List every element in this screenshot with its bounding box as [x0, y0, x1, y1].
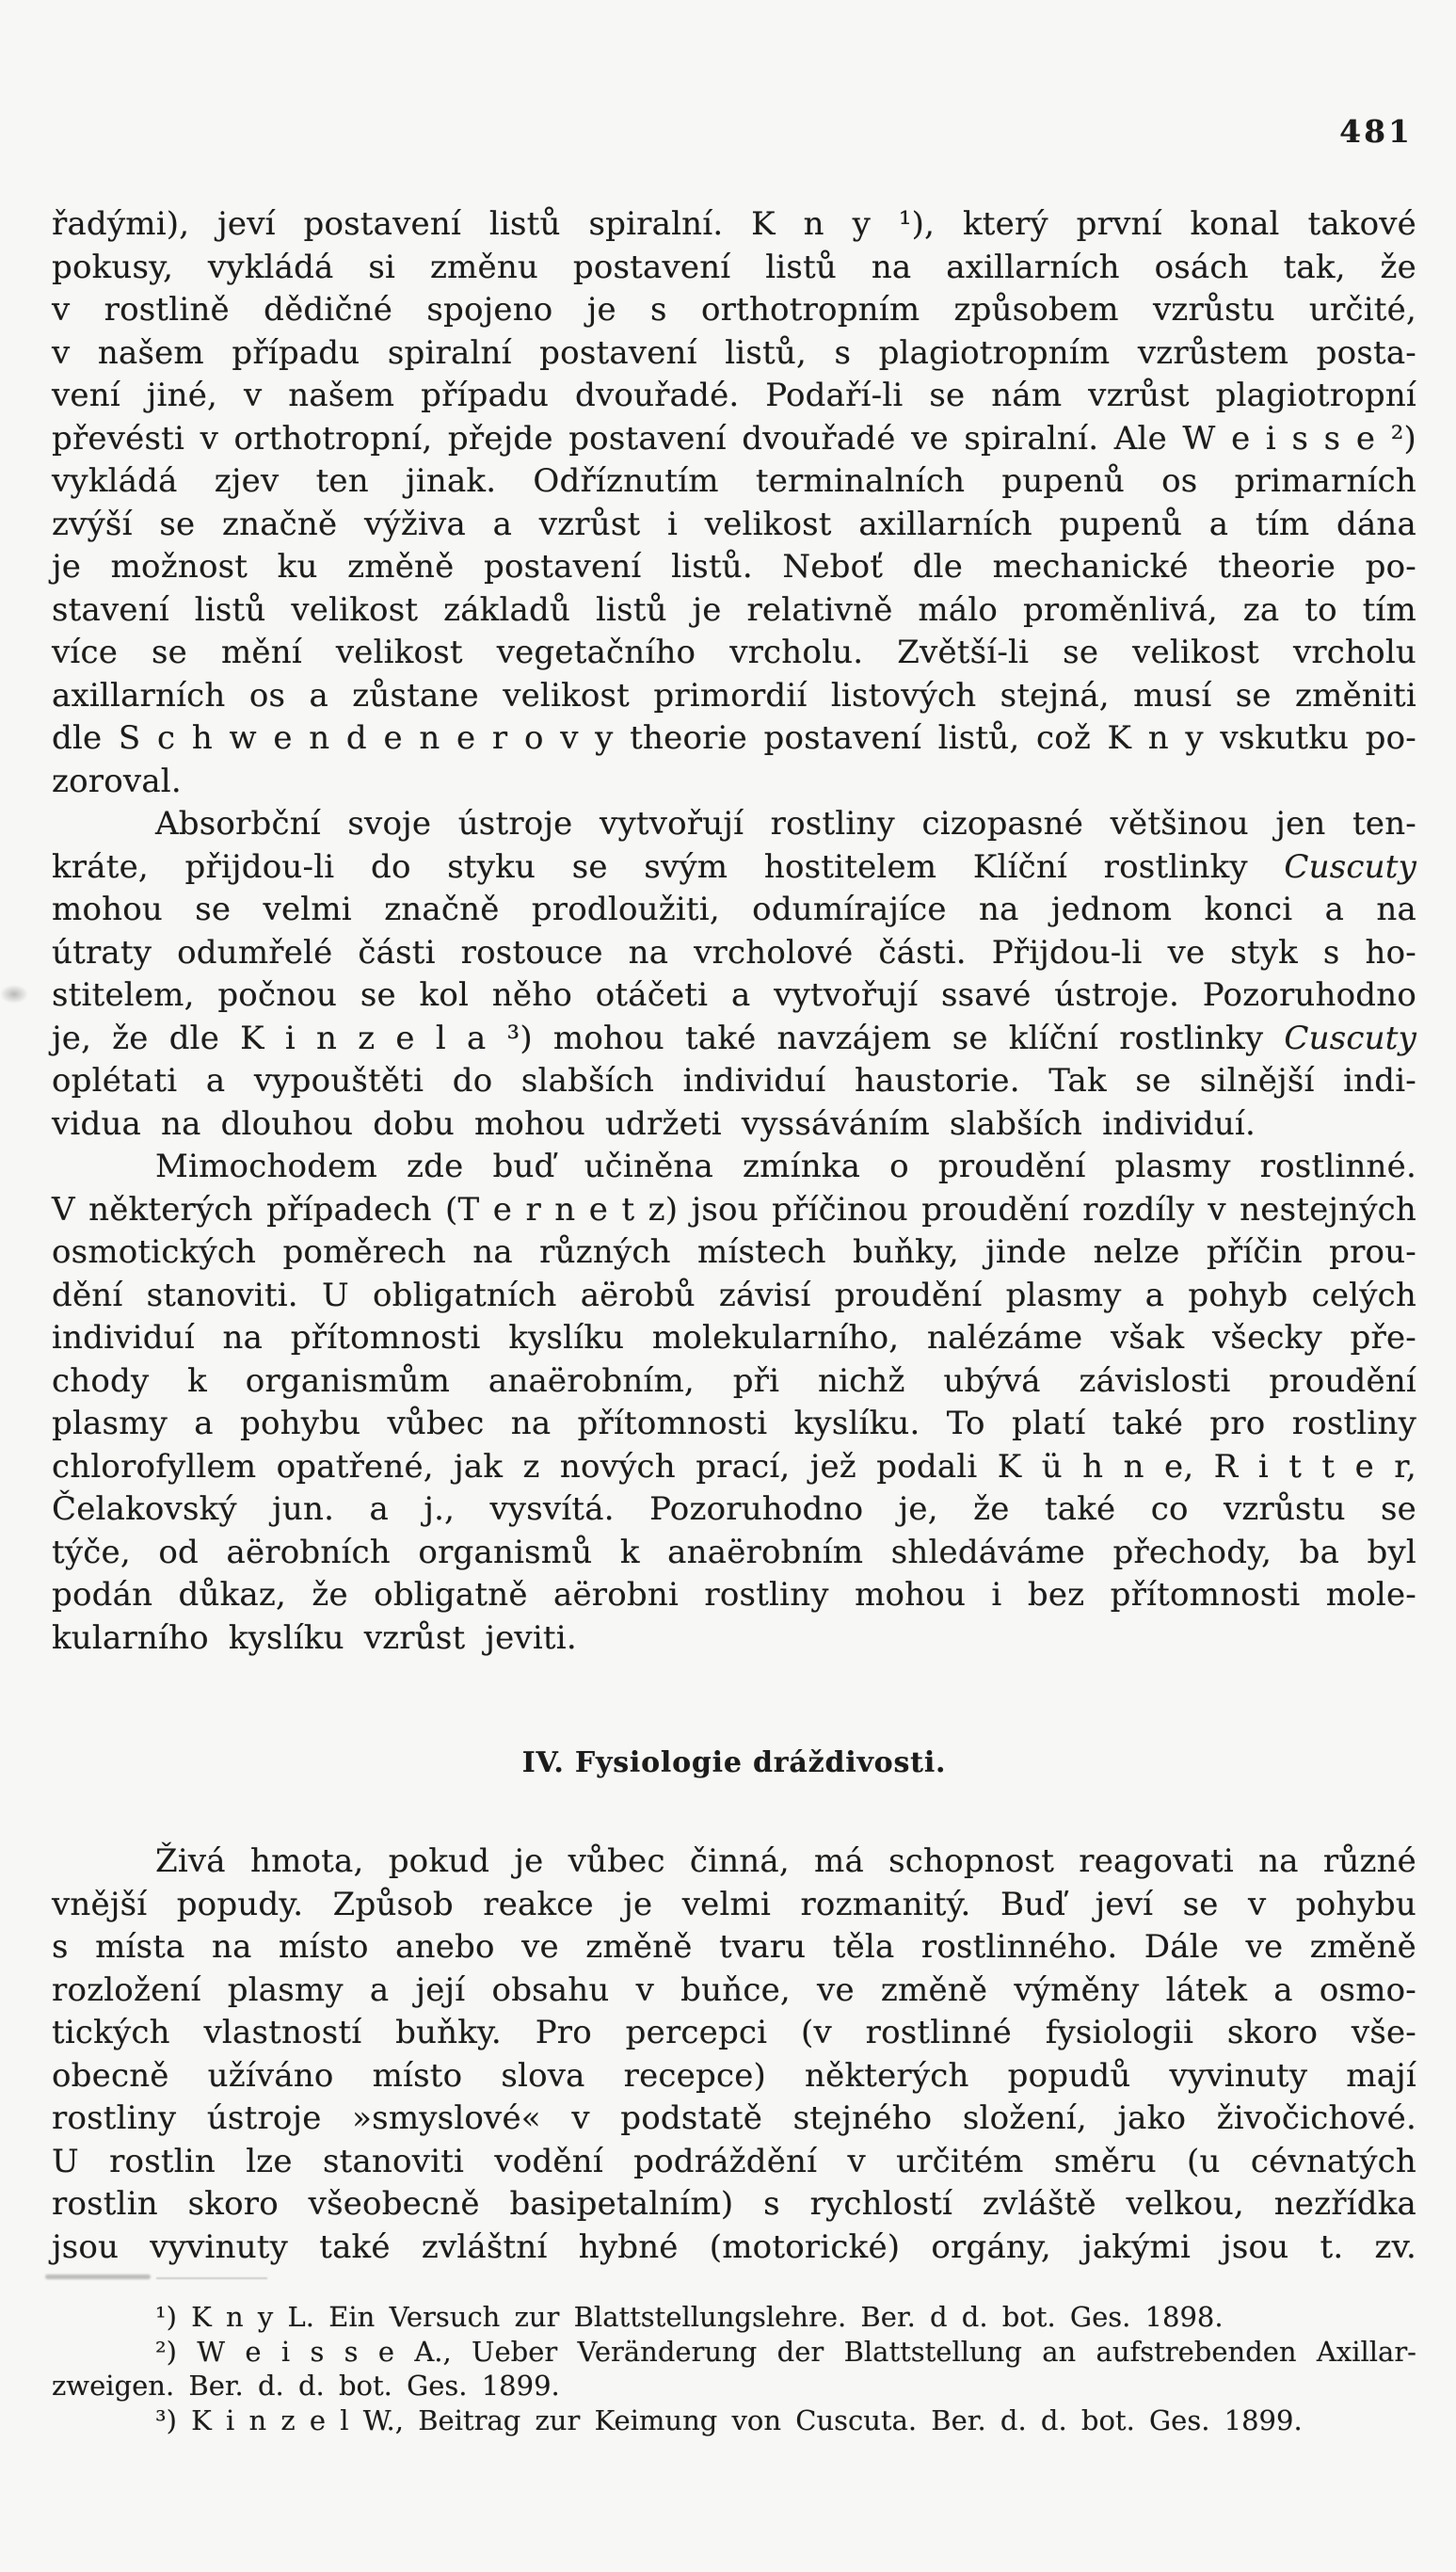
text-line: V některých případech (T e r n e t z) jsou příčinou proudění rozdíly v nestejných [52, 1190, 1416, 1229]
text-line: U rostlin lze stanoviti vodění podráždění v určitém směru (u cévnatých [52, 2142, 1416, 2180]
text-line: v našem případu spiralní postavení listů, s plagiotropním vzrůstem posta- [52, 333, 1416, 372]
footnote-line: ³) K i n z e l W., Beitrag zur Keimung von Cuscuta. Ber. d. d. bot. Ges. 1899. [155, 2403, 1303, 2436]
text-line: útraty odumřelé části rostouce na vrcholové části. Přijdou-li ve styk s ho- [52, 933, 1416, 972]
text-line: v rostlině dědičné spojeno je s orthotropním způsobem vzrůstu určité, [52, 291, 1416, 329]
paragraph [52, 803, 1416, 1146]
footnote-line: ²) W e i s s e A., Ueber Veränderung der Blattstellung an aufstrebenden Axillar- [155, 2335, 1416, 2368]
footnotes [52, 2300, 1416, 2437]
text-line: oplétati a vypouštěti do slabších individuí haustorie. Tak se silnější indi- [52, 1062, 1416, 1100]
text-line: podán důkaz, že obligatně aërobni rostliny mohou i bez přítomnosti mole- [52, 1576, 1416, 1614]
text-line: kráte, přijdou-li do styku se svým hostitelem Klíční rostlinky Cuscuty [52, 847, 1416, 886]
text-line: stavení listů velikost základů listů je relativně málo proměnlivá, za to tím [52, 590, 1416, 629]
text-line: rostlin skoro všeobecně basipetalním) s rychlostí zvláště velkou, nezřídka [52, 2185, 1416, 2223]
text-line: vidua na dlouhou dobu mohou udržeti vyssáváním slabších individuí. [52, 1104, 1256, 1143]
text-line: plasmy a pohybu vůbec na přítomnosti kyslíku. To platí také pro rostliny [52, 1405, 1416, 1442]
footnote-separator [45, 2275, 151, 2279]
text-line: Absorbční svoje ústroje vytvořují rostliny cizopasné většinou jen ten- [155, 805, 1416, 843]
text-line: Čelakovský jun. a j., vysvítá. Pozoruhodno je, že také co vzrůstu se [52, 1490, 1416, 1528]
text-line: rozložení plasmy a její obsahu v buňce, ve změně výměny látek a osmo- [52, 1970, 1416, 2009]
text-line: Živá hmota, pokud je vůbec činná, má schopnost reagovati na různé [155, 1842, 1416, 1880]
text-line: týče, od aërobních organismů k anaërobním shledáváme přechody, ba byl [52, 1533, 1416, 1571]
footnote-line: zweigen. Ber. d. d. bot. Ges. 1899. [52, 2370, 560, 2402]
text-line: individuí na přítomnosti kyslíku molekularního, nalézáme však všecky pře- [52, 1319, 1416, 1357]
paragraph [52, 203, 1416, 803]
section-heading: IV. Fysiologie dráždivosti. [521, 1746, 947, 1779]
text-line: chody k organismům anaërobním, při nichž ubývá závislosti proudění [52, 1361, 1416, 1400]
text-line: vnější popudy. Způsob reakce je velmi rozmanitý. Buď jeví se v pohybu [52, 1885, 1416, 1923]
text-line: mohou se velmi značně prodloužiti, odumírajíce na jednom konci a na [52, 891, 1416, 928]
text-line: zvýší se značně výživa a vzrůst i velikost axillarních pupenů a tím dána [52, 505, 1416, 543]
text-line: převésti v orthotropní, přejde postavení dvouřadé ve spiralní. Ale W e i s s e ²) [52, 419, 1416, 458]
text-line: chlorofyllem opatřené, jak z nových prací, jež podali K ü h n e, R i t t e r, [52, 1447, 1416, 1486]
text-line: vykládá zjev ten jinak. Odříznutím terminalních pupenů os primarních [52, 462, 1416, 500]
body-text [52, 203, 1416, 2269]
text-line: vení jiné, v našem případu dvouřadé. Podaří-li se nám vzrůst plagiotropní [52, 377, 1416, 414]
text-line: více se mění velikost vegetačního vrcholu. Zvětší-li se velikost vrcholu [52, 634, 1416, 671]
text-line: dle S c h w e n d e n e r o v y theorie postavení listů, což K n y vskutku po- [52, 719, 1416, 757]
paragraph [52, 1841, 1416, 2269]
text-line: stitelem, počnou se kol něho otáčeti a vytvořují ssavé ústroje. Pozoruhodno [52, 976, 1416, 1014]
scan-artifact [0, 985, 28, 1004]
text-line: je, že dle K i n z e l a ³) mohou také navzájem se klíční rostlinky Cuscuty [52, 1019, 1416, 1057]
text-line: řadými), jeví postavení listů spiralní. K n y ¹), který první konal takové [52, 205, 1416, 243]
text-line: jsou vyvinuty také zvláštní hybné (motorické) orgány, jakými jsou t. zv. [52, 2227, 1416, 2266]
text-line: pokusy, vykládá si změnu postavení listů na axillarních osách tak, že [52, 248, 1416, 286]
text-line: axillarních os a zůstane velikost primordií listových stejná, musí se změniti [52, 676, 1416, 715]
text-line: dění stanoviti. U obligatních aërobů závisí proudění plasmy a pohyb celých [52, 1276, 1416, 1314]
text-line: Mimochodem zde buď učiněna zmínka o proudění plasmy rostlinné. [155, 1148, 1416, 1185]
text-line: obecně užíváno místo slova recepce) některých popudů vyvinuty mají [52, 2056, 1416, 2095]
text-line: rostliny ústroje »smyslové« v podstatě stejného složení, jako živočichové. [52, 2099, 1416, 2137]
text-line: kularního kyslíku vzrůst jeviti. [52, 1618, 577, 1657]
page-number: 481 [1339, 113, 1413, 150]
footnote-separator-faint [156, 2277, 267, 2279]
text-line: zoroval. [52, 762, 182, 800]
text-line: tických vlastností buňky. Pro percepci (v rostlinné fysiologii skoro vše- [52, 2014, 1416, 2051]
footnote-line: ¹) K n y L. Ein Versuch zur Blattstellungslehre. Ber. d d. bot. Ges. 1898. [155, 2301, 1224, 2333]
text-line: je možnost ku změně postavení listů. Neboť dle mechanické theorie po- [52, 548, 1416, 586]
text-line: osmotických poměrech na různých místech buňky, jinde nelze příčin prou- [52, 1233, 1416, 1271]
paragraph [52, 1146, 1416, 1660]
text-line: s místa na místo anebo ve změně tvaru těla rostlinného. Dále ve změně [52, 1928, 1416, 1966]
